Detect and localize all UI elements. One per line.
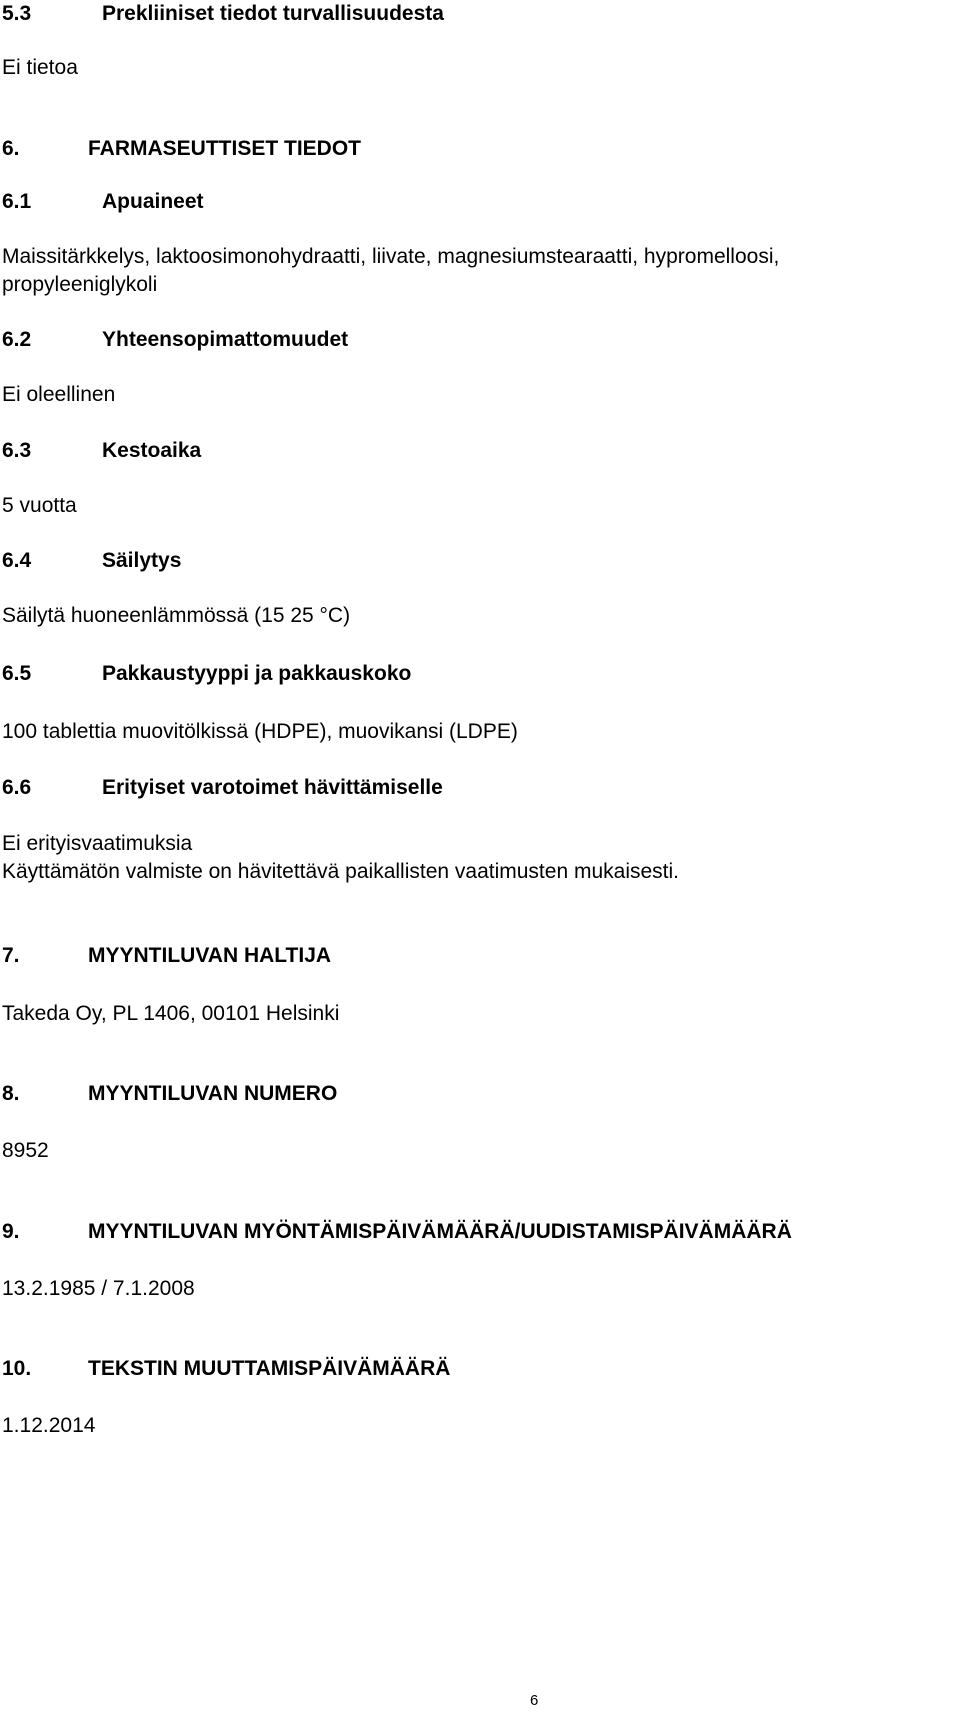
section-number: 9. <box>2 1220 20 1243</box>
section-number: 6.5 <box>2 662 32 685</box>
section-title: Kestoaika <box>102 439 202 462</box>
section-5-3-heading <box>2 2 444 26</box>
section-title: Prekliiniset tiedot turvallisuudesta <box>102 2 444 25</box>
section-number: 6.2 <box>2 328 32 351</box>
section-6-4-heading <box>2 549 181 573</box>
section-title: Pakkaustyyppi ja pakkauskoko <box>102 662 412 685</box>
section-number: 6.4 <box>2 549 32 572</box>
page-number: 6 <box>530 1692 539 1709</box>
section-6-2-body: Ei oleellinen <box>2 383 116 406</box>
section-title: Säilytys <box>102 549 182 572</box>
section-10-heading <box>2 1357 450 1381</box>
section-7-heading <box>2 944 331 968</box>
section-title: Apuaineet <box>102 190 204 213</box>
section-number: 7. <box>2 944 20 967</box>
section-6-6-body-line-1: Ei erityisvaatimuksia <box>2 832 193 855</box>
section-title: FARMASEUTTISET TIEDOT <box>88 137 361 160</box>
section-number: 6.3 <box>2 439 32 462</box>
section-9-heading <box>2 1220 792 1244</box>
section-number: 6. <box>2 137 20 160</box>
section-6-heading <box>2 137 361 161</box>
section-number: 6.6 <box>2 776 32 799</box>
section-10-body: 1.12.2014 <box>2 1414 96 1437</box>
section-number: 10. <box>2 1357 32 1380</box>
section-6-5-heading <box>2 662 411 686</box>
section-8-heading <box>2 1082 337 1106</box>
section-title: TEKSTIN MUUTTAMISPÄIVÄMÄÄRÄ <box>88 1357 451 1380</box>
section-6-3-heading <box>2 439 201 463</box>
section-title: Erityiset varotoimet hävittämiselle <box>102 776 443 799</box>
section-8-body: 8952 <box>2 1139 49 1162</box>
section-9-body: 13.2.1985 / 7.1.2008 <box>2 1277 195 1300</box>
section-number: 6.1 <box>2 190 32 213</box>
section-7-body: Takeda Oy, PL 1406, 00101 Helsinki <box>2 1002 340 1025</box>
section-6-1-body-line-2: propyleeniglykoli <box>2 273 158 296</box>
section-5-3-body: Ei tietoa <box>2 56 78 79</box>
section-number: 8. <box>2 1082 20 1105</box>
section-6-6-heading <box>2 776 443 800</box>
section-6-6-body-line-2: Käyttämätön valmiste on hävitettävä paikallisten vaatimusten mukaisesti. <box>2 860 679 883</box>
section-6-3-body: 5 vuotta <box>2 494 77 517</box>
section-title: MYYNTILUVAN NUMERO <box>88 1082 338 1105</box>
section-title: MYYNTILUVAN MYÖNTÄMISPÄIVÄMÄÄRÄ/UUDISTAMISPÄIVÄMÄÄRÄ <box>88 1220 792 1243</box>
section-6-5-body: 100 tablettia muovitölkissä (HDPE), muovikansi (LDPE) <box>2 720 518 743</box>
section-title: MYYNTILUVAN HALTIJA <box>88 944 332 967</box>
section-title: Yhteensopimattomuudet <box>102 328 349 351</box>
section-6-4-body: Säilytä huoneenlämmössä (15 25 °C) <box>2 604 351 627</box>
section-6-1-body-line-1: Maissitärkkelys, laktoosimonohydraatti, liivate, magnesiumstearaatti, hypromelloosi, <box>2 245 780 268</box>
section-6-1-heading <box>2 190 204 214</box>
section-number: 5.3 <box>2 2 32 25</box>
section-6-2-heading <box>2 328 348 352</box>
